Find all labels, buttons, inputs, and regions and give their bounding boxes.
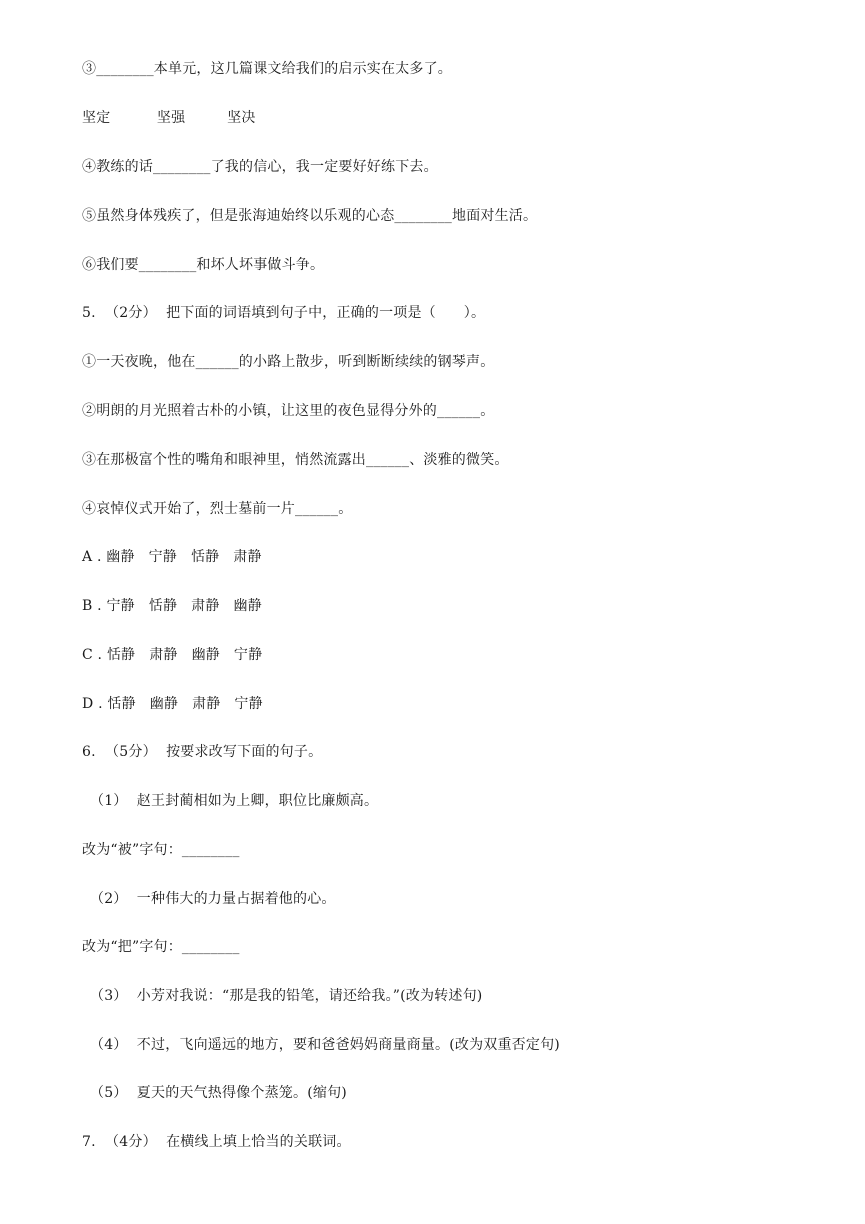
- word-choices-row: 坚定 坚强 坚决: [82, 110, 256, 126]
- question-6-sub-5: （5） 夏天的天气热得像个蒸笼。(缩句): [90, 1085, 347, 1101]
- answer-line-bei: 改为“被”字句：________: [82, 842, 240, 858]
- option-c[interactable]: C . 恬静 肃静 幽静 宁静: [82, 647, 263, 663]
- question-4-item-6: ⑥我们要________和坏人坏事做斗争。: [82, 257, 325, 273]
- question-4-item-5: ⑤虽然身体残疾了，但是张海迪始终以乐观的心态________地面对生活。: [82, 208, 538, 224]
- question-7-heading: 7. （4分） 在横线上填上恰当的关联词。: [82, 1134, 351, 1150]
- question-6-sub-1: （1） 赵王封蔺相如为上卿，职位比廉颇高。: [90, 793, 379, 809]
- answer-line-ba: 改为“把”字句：________: [82, 939, 240, 955]
- question-5-sentence-3: ③在那极富个性的嘴角和眼神里，悄然流露出______、淡雅的微笑。: [82, 452, 509, 468]
- question-4-item-4: ④教练的话________了我的信心，我一定要好好练下去。: [82, 159, 438, 175]
- option-a[interactable]: A . 幽静 宁静 恬静 肃静: [82, 549, 262, 565]
- question-5-sentence-4: ④哀悼仪式开始了，烈士墓前一片______。: [82, 501, 353, 517]
- question-6-sub-4: （4） 不过，飞向遥远的地方，要和爸爸妈妈商量商量。(改为双重否定句): [90, 1037, 560, 1053]
- question-6-sub-2: （2） 一种伟大的力量占据着他的心。: [90, 891, 336, 907]
- option-b[interactable]: B . 宁静 恬静 肃静 幽静: [82, 598, 262, 614]
- question-6-sub-3: （3） 小芳对我说：“那是我的铅笔，请还给我。”(改为转述句): [90, 988, 483, 1004]
- question-5-sentence-1: ①一天夜晚，他在______的小路上散步，听到断断续续的钢琴声。: [82, 354, 495, 370]
- question-4-item-3: ③________本单元，这几篇课文给我们的启示实在太多了。: [82, 61, 452, 77]
- question-5-heading: 5. （2分） 把下面的词语填到句子中，正确的一项是（ ）。: [82, 305, 486, 321]
- option-d[interactable]: D . 恬静 幽静 肃静 宁静: [82, 696, 263, 712]
- question-5-sentence-2: ②明朗的月光照着古朴的小镇，让这里的夜色显得分外的______。: [82, 403, 495, 419]
- question-6-heading: 6. （5分） 按要求改写下面的句子。: [82, 744, 323, 760]
